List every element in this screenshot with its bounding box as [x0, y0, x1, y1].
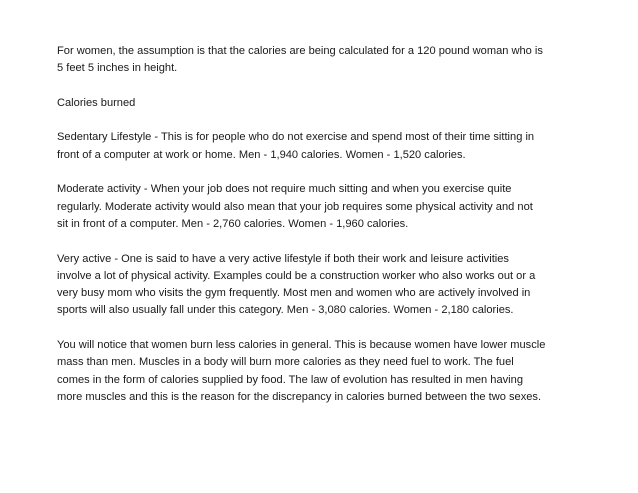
paragraph-moderate	[57, 181, 582, 233]
paragraph-line: sports will also usually fall under this category. Men - 3,080 calories. Women - 2,180 calories.	[57, 304, 514, 317]
paragraph-line: more muscles and this is the reason for the discrepancy in calories burned between the two sexes.	[57, 390, 542, 403]
paragraph-intro	[57, 43, 582, 78]
paragraph-line: mass than men. Muscles in a body will burn more calories as they need fuel to work. The fuel	[57, 356, 514, 369]
paragraph-line: Sedentary Lifestyle - This is for people who do not exercise and spend most of their time sitting in	[57, 131, 535, 144]
paragraph-very-active	[57, 251, 582, 320]
paragraph-line: regularly. Moderate activity would also mean that your job requires some physical activity and not	[57, 200, 533, 213]
paragraph-line: You will notice that women burn less calories in general. This is because women have lower muscle	[57, 339, 546, 352]
paragraph-line: involve a lot of physical activity. Examples could be a construction worker who also works out or a	[57, 269, 536, 282]
paragraph-line: 5 feet 5 inches in height.	[57, 62, 178, 75]
section-heading-calories-burned	[57, 95, 582, 112]
paragraph-line: Very active - One is said to have a very active lifestyle if both their work and leisure activities	[57, 252, 509, 265]
paragraph-line: very busy mom who visits the gym frequently. Most men and women who are actively involved in	[57, 287, 531, 300]
paragraph-line: comes in the form of calories supplied by food. The law of evolution has resulted in men having	[57, 373, 523, 386]
paragraph-sedentary	[57, 129, 582, 164]
paragraph-line: For women, the assumption is that the calories are being calculated for a 120 pound woman who is	[57, 45, 543, 57]
paragraph-line: sit in front of a computer. Men - 2,760 calories. Women - 1,960 calories.	[57, 217, 409, 230]
paragraph-line: front of a computer at work or home. Men - 1,940 calories. Women - 1,520 calories.	[57, 148, 466, 161]
heading-line: Calories burned	[57, 96, 136, 109]
document-text	[57, 43, 582, 424]
paragraph-conclusion	[57, 337, 582, 406]
paragraph-line: Moderate activity - When your job does not require much sitting and when you exercise quite	[57, 183, 512, 196]
